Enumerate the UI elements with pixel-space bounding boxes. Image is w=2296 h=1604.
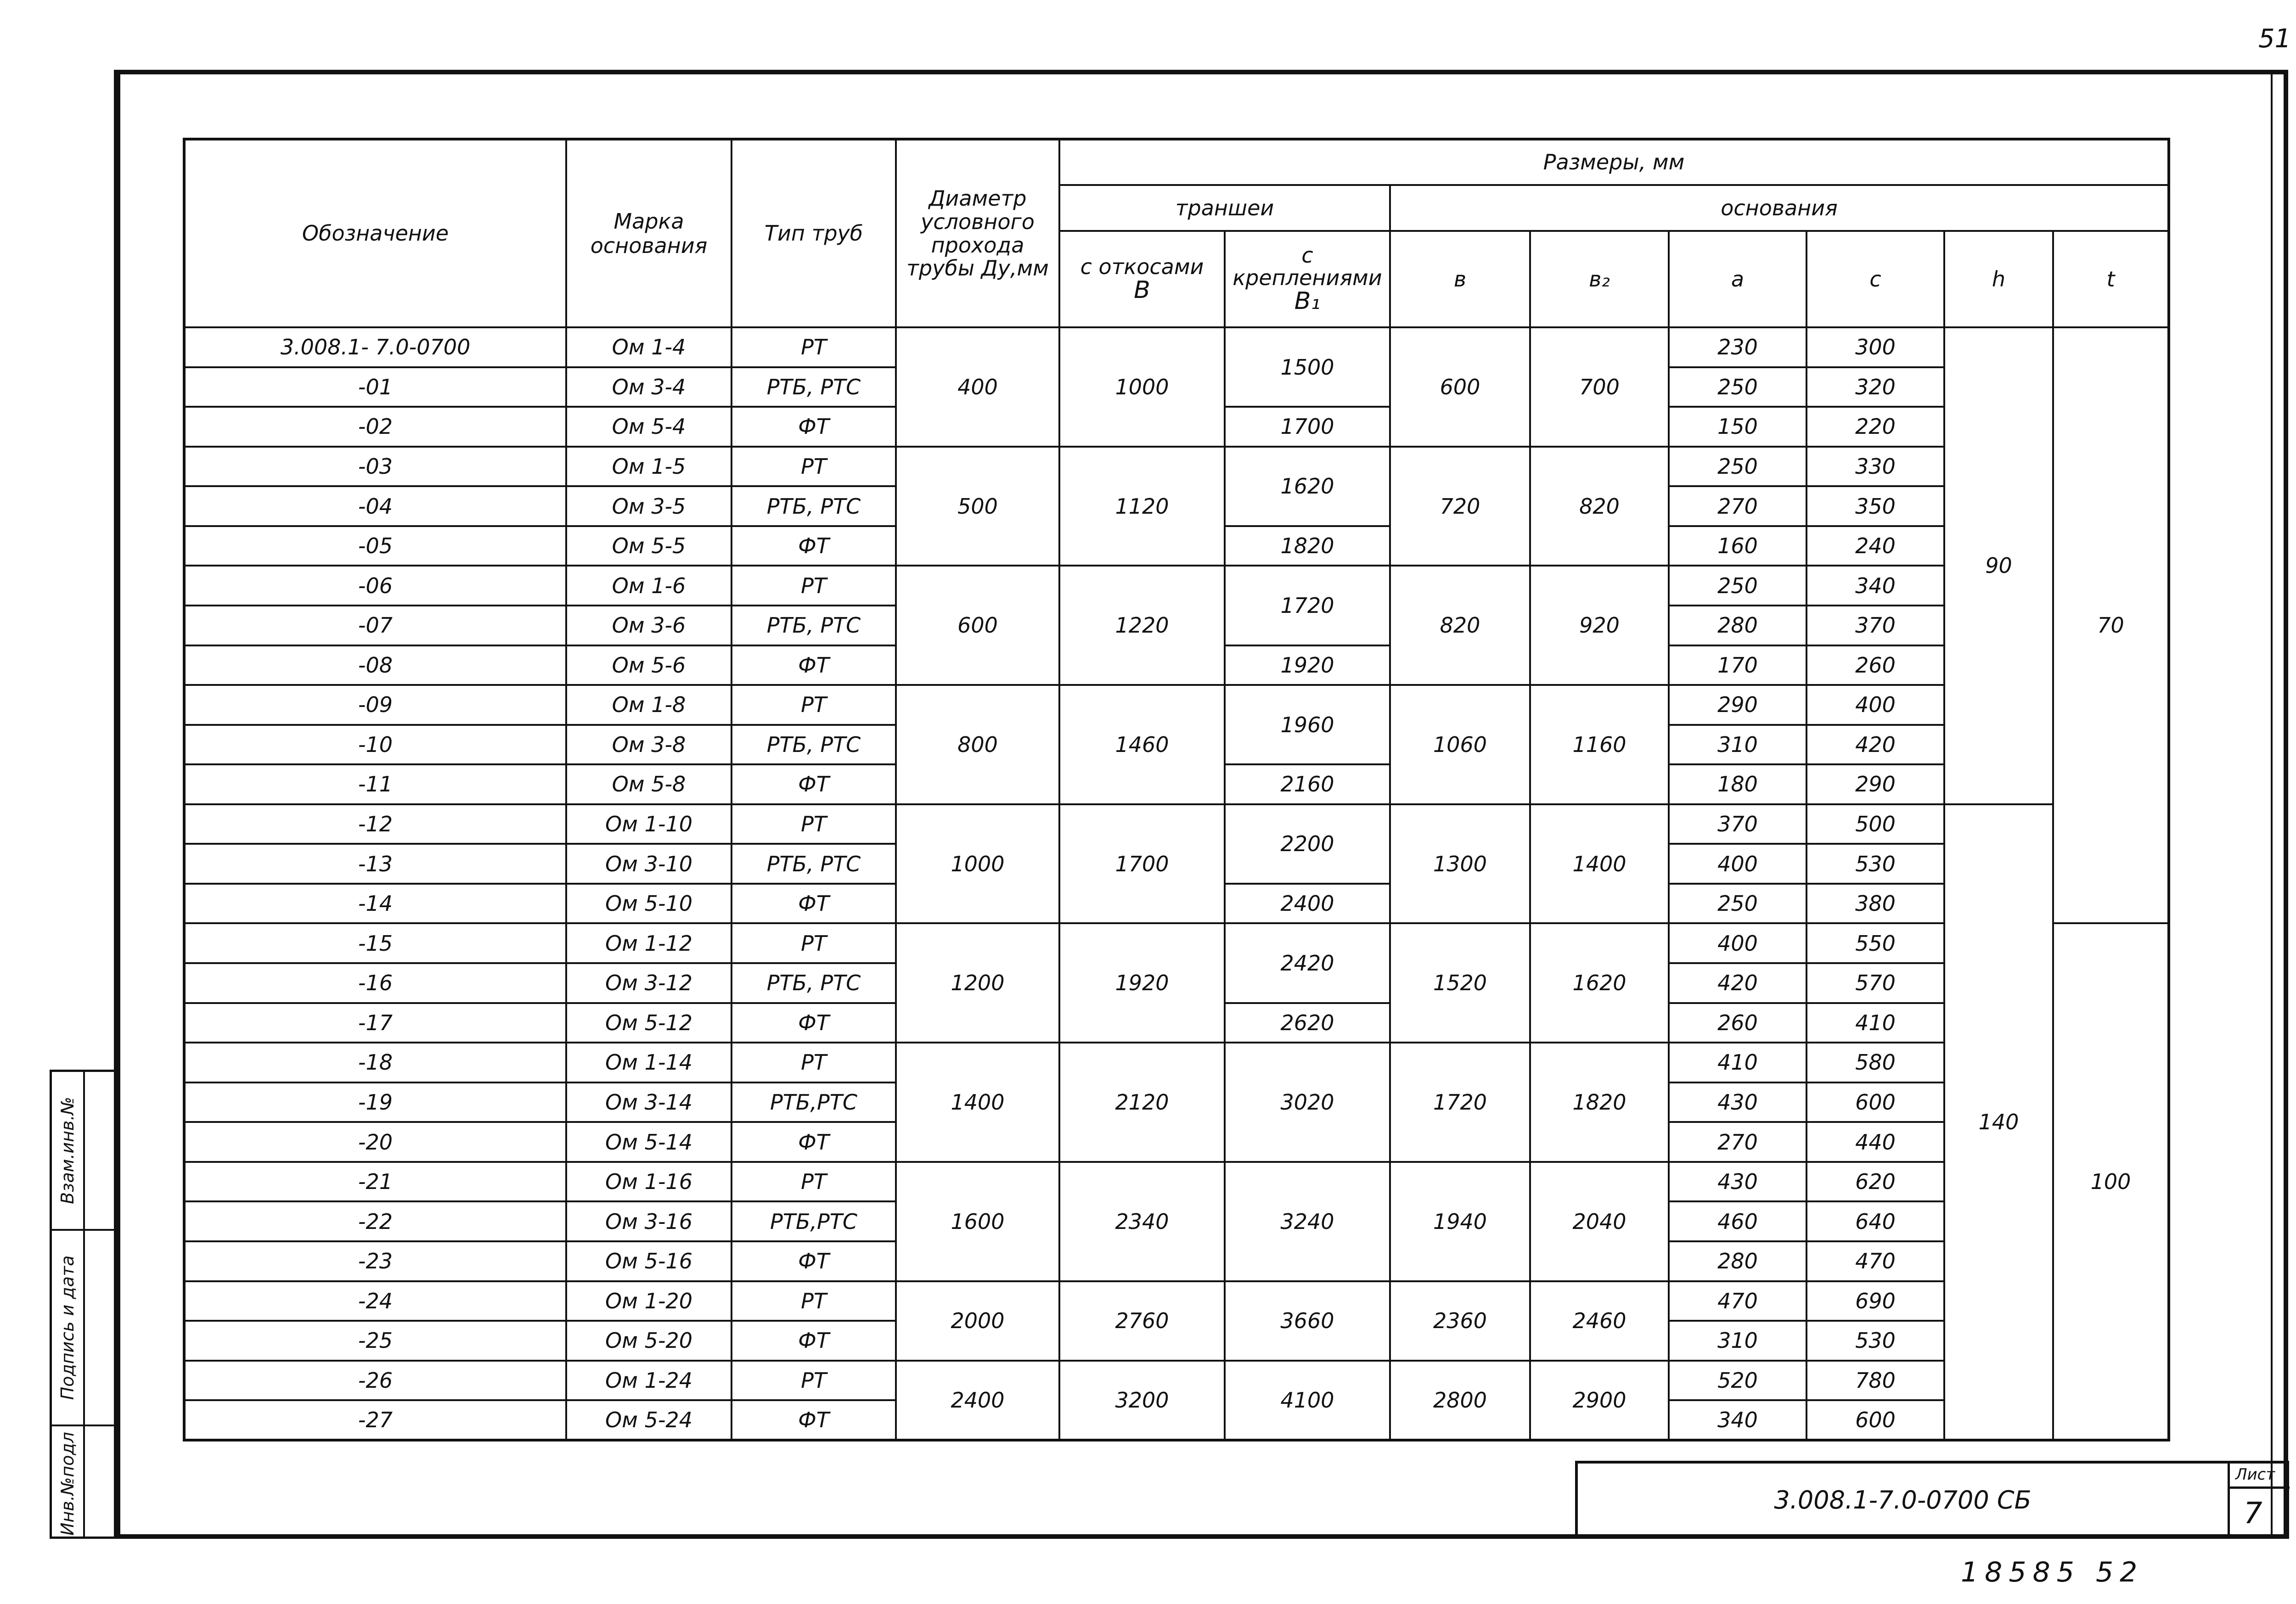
cell-c: 330 (1806, 447, 1944, 487)
cell-oboznachenie: 3.008.1- 7.0-0700 (184, 327, 566, 367)
cell-a: 250 (1669, 884, 1806, 924)
cell-a: 460 (1669, 1201, 1806, 1241)
col-header-h: h (1944, 231, 2053, 327)
cell-c: 530 (1806, 844, 1944, 884)
cell-a: 160 (1669, 526, 1806, 566)
cell-B: 1120 (1059, 447, 1225, 566)
cell-du: 1600 (896, 1162, 1059, 1281)
cell-marka: Ом 5-24 (566, 1400, 732, 1440)
cell-a: 400 (1669, 844, 1806, 884)
cell-c: 620 (1806, 1162, 1944, 1202)
side-stamp (50, 1070, 118, 1539)
col-header-diametr: Диаметр условного прохода трубы Ду,мм (896, 139, 1059, 327)
sheet-divider (2230, 1486, 2290, 1489)
cell-a: 280 (1669, 1241, 1806, 1281)
cell-tip: РТ (732, 685, 896, 725)
cell-B1: 2200 (1225, 804, 1390, 884)
cell-b: 820 (1390, 566, 1530, 685)
cell-tip: ФТ (732, 1122, 896, 1162)
cell-b2: 920 (1530, 566, 1669, 685)
cell-a: 270 (1669, 486, 1806, 526)
cell-oboznachenie: -05 (184, 526, 566, 566)
col-header-osnovaniya: основания (1390, 185, 2169, 231)
table-row (184, 804, 2169, 844)
cell-a: 250 (1669, 566, 1806, 606)
cell-b: 1940 (1390, 1162, 1530, 1281)
cell-marka: Ом 1-20 (566, 1281, 732, 1321)
table-row (184, 1162, 2169, 1202)
cell-marka: Ом 5-12 (566, 1003, 732, 1043)
cell-tip: РТ (732, 923, 896, 963)
cell-c: 600 (1806, 1082, 1944, 1122)
cell-oboznachenie: -24 (184, 1281, 566, 1321)
cell-marka: Ом 1-8 (566, 685, 732, 725)
cell-tip: РТБ, РТС (732, 367, 896, 407)
stamp-inv-label: Инв.№подл (57, 1432, 78, 1536)
cell-marka: Ом 1-12 (566, 923, 732, 963)
cell-marka: Ом 3-10 (566, 844, 732, 884)
cell-b: 720 (1390, 447, 1530, 566)
col-header-tip: Тип труб (732, 139, 896, 327)
cell-oboznachenie: -03 (184, 447, 566, 487)
cell-oboznachenie: -19 (184, 1082, 566, 1122)
cell-B1: 1720 (1225, 566, 1390, 645)
cell-oboznachenie: -20 (184, 1122, 566, 1162)
cell-b: 1060 (1390, 685, 1530, 804)
cell-marka: Ом 1-16 (566, 1162, 732, 1202)
cell-a: 430 (1669, 1082, 1806, 1122)
cell-c: 340 (1806, 566, 1944, 606)
cell-tip: ФТ (732, 1003, 896, 1043)
cell-c: 400 (1806, 685, 1944, 725)
cell-marka: Ом 5-20 (566, 1321, 732, 1361)
cell-c: 240 (1806, 526, 1944, 566)
table-row (184, 1043, 2169, 1082)
cell-oboznachenie: -06 (184, 566, 566, 606)
table-row (184, 1361, 2169, 1401)
cell-marka: Ом 3-14 (566, 1082, 732, 1122)
cell-b: 2800 (1390, 1361, 1530, 1440)
cell-c: 370 (1806, 606, 1944, 645)
cell-c: 580 (1806, 1043, 1944, 1082)
cell-tip: ФТ (732, 884, 896, 924)
cell-oboznachenie: -26 (184, 1361, 566, 1401)
cell-oboznachenie: -13 (184, 844, 566, 884)
cell-oboznachenie: -15 (184, 923, 566, 963)
cell-a: 310 (1669, 725, 1806, 765)
cell-tip: РТ (732, 1281, 896, 1321)
cell-B: 1700 (1059, 804, 1225, 924)
frame-right-line (2284, 70, 2288, 1539)
cell-oboznachenie: -27 (184, 1400, 566, 1440)
cell-b2: 700 (1530, 327, 1669, 447)
table-row (184, 685, 2169, 725)
cell-tip: РТ (732, 327, 896, 367)
cell-marka: Ом 3-8 (566, 725, 732, 765)
cell-marka: Ом 1-14 (566, 1043, 732, 1082)
cell-c: 470 (1806, 1241, 1944, 1281)
cell-t: 70 (2053, 327, 2169, 923)
cell-b2: 1620 (1530, 923, 1669, 1043)
cell-a: 250 (1669, 367, 1806, 407)
cell-du: 500 (896, 447, 1059, 566)
cell-c: 290 (1806, 764, 1944, 804)
cell-B1: 1700 (1225, 407, 1390, 447)
handwritten-note: 18585 52 (1961, 1556, 2144, 1588)
cell-marka: Ом 5-8 (566, 764, 732, 804)
cell-B1: 1920 (1225, 645, 1390, 685)
cell-c: 500 (1806, 804, 1944, 844)
cell-a: 400 (1669, 923, 1806, 963)
col-header-B1: с креплениями В₁ (1225, 231, 1390, 327)
cell-a: 340 (1669, 1400, 1806, 1440)
cell-marka: Ом 5-16 (566, 1241, 732, 1281)
cell-marka: Ом 5-4 (566, 407, 732, 447)
cell-c: 320 (1806, 367, 1944, 407)
cell-B: 3200 (1059, 1361, 1225, 1440)
cell-du: 1400 (896, 1043, 1059, 1162)
cell-b2: 820 (1530, 447, 1669, 566)
cell-marka: Ом 1-5 (566, 447, 732, 487)
cell-a: 520 (1669, 1361, 1806, 1401)
cell-a: 260 (1669, 1003, 1806, 1043)
cell-du: 400 (896, 327, 1059, 447)
cell-c: 780 (1806, 1361, 1944, 1401)
cell-oboznachenie: -12 (184, 804, 566, 844)
cell-tip: РТ (732, 1162, 896, 1202)
cell-marka: Ом 3-5 (566, 486, 732, 526)
cell-c: 550 (1806, 923, 1944, 963)
frame-right-inner-line (2271, 70, 2273, 1539)
cell-marka: Ом 1-4 (566, 327, 732, 367)
cell-oboznachenie: -25 (184, 1321, 566, 1361)
cell-a: 250 (1669, 447, 1806, 487)
table-row (184, 447, 2169, 487)
cell-B: 1220 (1059, 566, 1225, 685)
cell-tip: РТБ, РТС (732, 963, 896, 1003)
cell-B1: 1500 (1225, 327, 1390, 407)
cell-oboznachenie: -04 (184, 486, 566, 526)
cell-marka: Ом 3-6 (566, 606, 732, 645)
col-header-marka: Марка основания (566, 139, 732, 327)
cell-b: 2360 (1390, 1281, 1530, 1361)
cell-tip: ФТ (732, 1400, 896, 1440)
cell-a: 290 (1669, 685, 1806, 725)
cell-a: 150 (1669, 407, 1806, 447)
cell-B: 2120 (1059, 1043, 1225, 1162)
cell-marka: Ом 1-24 (566, 1361, 732, 1401)
cell-c: 220 (1806, 407, 1944, 447)
cell-marka: Ом 5-5 (566, 526, 732, 566)
cell-oboznachenie: -08 (184, 645, 566, 685)
cell-marka: Ом 3-12 (566, 963, 732, 1003)
col-header-b2: в₂ (1530, 231, 1669, 327)
stamp-podpis-label: Подпись и дата (57, 1255, 78, 1400)
cell-tip: ФТ (732, 407, 896, 447)
cell-tip: ФТ (732, 764, 896, 804)
cell-B1: 3660 (1225, 1281, 1390, 1361)
cell-h: 90 (1944, 327, 2053, 804)
col-header-b: в (1390, 231, 1530, 327)
cell-h: 140 (1944, 804, 2053, 1440)
cell-c: 640 (1806, 1201, 1944, 1241)
table-row (184, 1281, 2169, 1321)
cell-t: 100 (2053, 923, 2169, 1440)
col-header-a: а (1669, 231, 1806, 327)
cell-B: 2760 (1059, 1281, 1225, 1361)
cell-a: 370 (1669, 804, 1806, 844)
specification-table (183, 138, 2170, 1441)
cell-b2: 2460 (1530, 1281, 1669, 1361)
cell-a: 280 (1669, 606, 1806, 645)
cell-B1: 2400 (1225, 884, 1390, 924)
cell-oboznachenie: -01 (184, 367, 566, 407)
cell-a: 180 (1669, 764, 1806, 804)
cell-c: 530 (1806, 1321, 1944, 1361)
cell-a: 470 (1669, 1281, 1806, 1321)
cell-B: 1920 (1059, 923, 1225, 1043)
cell-b2: 1160 (1530, 685, 1669, 804)
cell-tip: РТ (732, 566, 896, 606)
cell-c: 440 (1806, 1122, 1944, 1162)
cell-marka: Ом 1-10 (566, 804, 732, 844)
cell-oboznachenie: -22 (184, 1201, 566, 1241)
cell-marka: Ом 5-6 (566, 645, 732, 685)
cell-B: 1460 (1059, 685, 1225, 804)
cell-B: 2340 (1059, 1162, 1225, 1281)
cell-du: 1200 (896, 923, 1059, 1043)
cell-oboznachenie: -17 (184, 1003, 566, 1043)
cell-marka: Ом 3-4 (566, 367, 732, 407)
cell-a: 270 (1669, 1122, 1806, 1162)
cell-b: 600 (1390, 327, 1530, 447)
cell-a: 230 (1669, 327, 1806, 367)
cell-B1: 1960 (1225, 685, 1390, 764)
cell-B1: 2420 (1225, 923, 1390, 1003)
cell-B1: 1620 (1225, 447, 1390, 526)
table-body (184, 327, 2169, 1440)
cell-B1: 3240 (1225, 1162, 1390, 1281)
cell-tip: ФТ (732, 1321, 896, 1361)
cell-b2: 2040 (1530, 1162, 1669, 1281)
cell-b2: 2900 (1530, 1361, 1669, 1440)
cell-oboznachenie: -18 (184, 1043, 566, 1082)
cell-B1: 1820 (1225, 526, 1390, 566)
col-header-B: с откосами В (1059, 231, 1225, 327)
cell-oboznachenie: -09 (184, 685, 566, 725)
cell-b: 1300 (1390, 804, 1530, 924)
cell-marka: Ом 1-6 (566, 566, 732, 606)
sheet-label: Лист (2235, 1465, 2275, 1484)
col-header-oboznachenie: Обозначение (184, 139, 566, 327)
table-row (184, 566, 2169, 606)
cell-marka: Ом 5-14 (566, 1122, 732, 1162)
drawing-code: 3.008.1-7.0-0700 СБ (1578, 1464, 2230, 1536)
cell-a: 420 (1669, 963, 1806, 1003)
table-row (184, 923, 2169, 963)
col-header-transhei: траншеи (1059, 185, 1390, 231)
cell-marka: Ом 5-10 (566, 884, 732, 924)
table-row (184, 327, 2169, 367)
cell-B1: 2620 (1225, 1003, 1390, 1043)
cell-tip: ФТ (732, 526, 896, 566)
cell-oboznachenie: -16 (184, 963, 566, 1003)
cell-c: 300 (1806, 327, 1944, 367)
col-header-razmery: Размеры, мм (1059, 139, 2169, 185)
cell-c: 380 (1806, 884, 1944, 924)
cell-oboznachenie: -21 (184, 1162, 566, 1202)
cell-tip: РТБ,РТС (732, 1082, 896, 1122)
cell-tip: РТБ, РТС (732, 844, 896, 884)
page-number: 51 (2258, 24, 2291, 54)
cell-B: 1000 (1059, 327, 1225, 447)
cell-tip: РТБ, РТС (732, 486, 896, 526)
cell-oboznachenie: -11 (184, 764, 566, 804)
cell-c: 600 (1806, 1400, 1944, 1440)
cell-B1: 2160 (1225, 764, 1390, 804)
cell-b2: 1400 (1530, 804, 1669, 924)
cell-c: 410 (1806, 1003, 1944, 1043)
cell-oboznachenie: -07 (184, 606, 566, 645)
cell-oboznachenie: -02 (184, 407, 566, 447)
cell-marka: Ом 3-16 (566, 1201, 732, 1241)
cell-tip: РТ (732, 1043, 896, 1082)
cell-du: 2400 (896, 1361, 1059, 1440)
cell-tip: ФТ (732, 645, 896, 685)
cell-a: 310 (1669, 1321, 1806, 1361)
cell-du: 800 (896, 685, 1059, 804)
cell-tip: РТБ, РТС (732, 606, 896, 645)
cell-tip: РТ (732, 447, 896, 487)
cell-oboznachenie: -14 (184, 884, 566, 924)
cell-B1: 3020 (1225, 1043, 1390, 1162)
cell-b2: 1820 (1530, 1043, 1669, 1162)
cell-tip: ФТ (732, 1241, 896, 1281)
cell-c: 260 (1806, 645, 1944, 685)
cell-a: 410 (1669, 1043, 1806, 1082)
sheet-number: 7 (2244, 1497, 2262, 1531)
cell-a: 170 (1669, 645, 1806, 685)
cell-c: 570 (1806, 963, 1944, 1003)
cell-oboznachenie: -10 (184, 725, 566, 765)
cell-du: 1000 (896, 804, 1059, 924)
cell-B1: 4100 (1225, 1361, 1390, 1440)
cell-tip: РТ (732, 804, 896, 844)
frame-top-line (114, 70, 2288, 74)
cell-c: 350 (1806, 486, 1944, 526)
cell-b: 1520 (1390, 923, 1530, 1043)
title-block (1575, 1461, 2289, 1539)
cell-c: 420 (1806, 725, 1944, 765)
cell-tip: РТБ,РТС (732, 1201, 896, 1241)
stamp-vzam-label: Взам.инв.№ (57, 1097, 78, 1204)
cell-oboznachenie: -23 (184, 1241, 566, 1281)
cell-a: 430 (1669, 1162, 1806, 1202)
cell-du: 2000 (896, 1281, 1059, 1361)
cell-du: 600 (896, 566, 1059, 685)
col-header-t: t (2053, 231, 2169, 327)
cell-b: 1720 (1390, 1043, 1530, 1162)
cell-tip: РТ (732, 1361, 896, 1401)
col-header-c: с (1806, 231, 1944, 327)
cell-c: 690 (1806, 1281, 1944, 1321)
cell-tip: РТБ, РТС (732, 725, 896, 765)
